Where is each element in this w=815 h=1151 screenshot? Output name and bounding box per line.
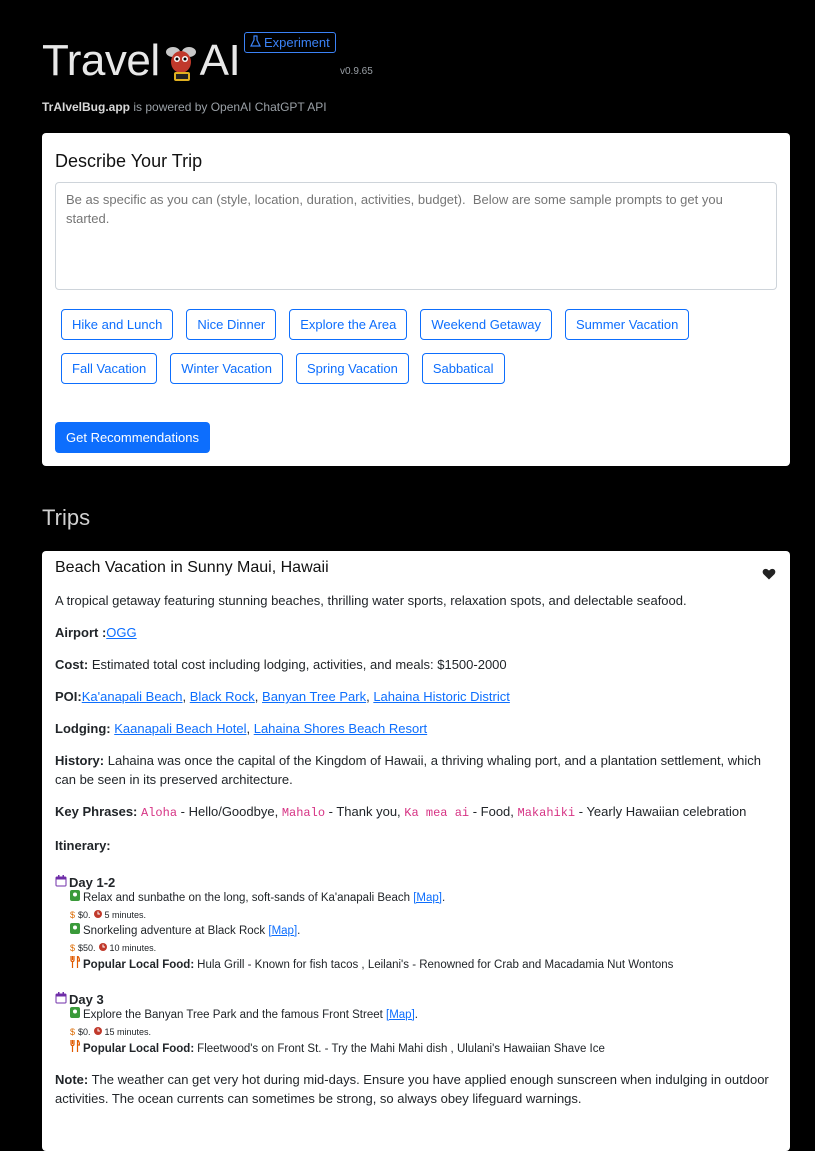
dollar-icon: $ (70, 1027, 76, 1037)
heart-icon[interactable] (762, 567, 776, 581)
itinerary-day (55, 875, 777, 974)
lodging-row: Lodging: Kaanapali Beach Hotel, Lahaina Shores Beach Resort (55, 721, 428, 736)
itinerary-day (55, 992, 777, 1058)
sample-fall-vacation-button[interactable]: Fall Vacation (61, 353, 157, 384)
poi-label: POI: (55, 689, 82, 704)
activity-text: Relax and sunbathe on the long, soft-sands of Ka'anapali Beach (83, 892, 414, 904)
day-title: Day 1-2 (69, 875, 116, 890)
food-text: Fleetwood's on Front St. - Try the Mahi Mahi dish , Ululani's Hawaiian Shave Ice (197, 1043, 605, 1055)
version: v0.9.65 (340, 66, 373, 77)
get-recommendations-button[interactable]: Get Recommendations (55, 422, 210, 453)
activity-cost: $50. (78, 943, 96, 953)
key-phrases-label: Key Phrases: (55, 804, 138, 819)
note-text: The weather can get very hot during mid-days. Ensure you have applied enough sunscreen when indulging in outdoor activities. The ocean currents can sometimes be strong, so always obey lifeguard warnings. (55, 1072, 769, 1106)
day-title: Day 3 (69, 992, 104, 1007)
trip-card (42, 551, 790, 1151)
cost-value: Estimated total cost including lodging, activities, and meals: $1500-2000 (88, 657, 507, 672)
sample-explore-the-area-button[interactable]: Explore the Area (289, 309, 407, 340)
phrase-meaning: - Hello/Goodbye, (177, 804, 282, 819)
poi-link[interactable]: Black Rock (189, 689, 255, 704)
clock-icon (94, 907, 102, 923)
experiment-label: Experiment (264, 35, 330, 50)
airport-link[interactable]: OGG (106, 625, 137, 640)
phrase-term: Ka mea ai (404, 806, 470, 820)
phrase-term: Mahalo (281, 806, 326, 820)
activity-time: 5 minutes. (104, 910, 147, 920)
activity-time: 10 minutes. (109, 943, 157, 953)
activity: Relax and sunbathe on the long, soft-sands of Ka'anapali Beach [Map]. (70, 890, 777, 907)
itinerary-label: Itinerary: (55, 838, 111, 853)
activity-text: Snorkeling adventure at Black Rock (83, 925, 269, 937)
key-phrases-row (55, 802, 777, 823)
trips-heading: Trips (42, 505, 91, 530)
sample-spring-vacation-button[interactable]: Spring Vacation (296, 353, 409, 384)
activity-meta (70, 940, 777, 956)
lodging-label: Lodging: (55, 721, 111, 736)
local-food (70, 956, 777, 974)
clock-icon (94, 1024, 102, 1040)
form-title: Describe Your Trip (55, 151, 203, 171)
dollar-icon: $ (70, 910, 76, 920)
experiment-badge (244, 32, 336, 53)
map-pin-icon (70, 1007, 80, 1024)
map-link[interactable]: [Map] (386, 1009, 415, 1021)
calendar-icon (55, 992, 67, 1007)
note-label: Note: (55, 1072, 89, 1087)
poi-row: POI:Ka'anapali Beach, Black Rock, Banyan Tree Park, Lahaina Historic District (55, 689, 510, 704)
map-link[interactable]: [Map] (268, 925, 298, 937)
history-row (55, 751, 777, 789)
map-pin-icon (70, 890, 80, 907)
sample-weekend-getaway-button[interactable]: Weekend Getaway (420, 309, 552, 340)
sample-nice-dinner-button[interactable]: Nice Dinner (186, 309, 276, 340)
brand-right: AI (199, 36, 241, 85)
lodging-link[interactable]: Lahaina Shores Beach Resort (253, 721, 428, 736)
airport-row (55, 623, 777, 642)
poi-link[interactable]: Ka'anapali Beach (81, 689, 183, 704)
flask-icon (250, 35, 261, 50)
trip-note (55, 1070, 777, 1108)
poi-link[interactable]: Lahaina Historic District (373, 689, 510, 704)
history-text: Lahaina was once the capital of the Kingdom of Hawaii, a thriving whaling port, and a plantation settlement, which can be seen in its preserved architecture. (55, 753, 762, 787)
powered-text: is powered by OpenAI ChatGPT API (130, 100, 327, 114)
phrase-term: Aloha (141, 806, 178, 820)
activity-meta (70, 907, 777, 923)
trip-description: A tropical getaway featuring stunning beaches, thrilling water sports, relaxation spots, and delectable seafood. (55, 593, 687, 608)
cost-row (55, 655, 777, 674)
trip-title: Beach Vacation in Sunny Maui, Hawaii (55, 559, 329, 576)
activity-time: 15 minutes. (104, 1027, 152, 1037)
lodging-link[interactable]: Kaanapali Beach Hotel (114, 721, 247, 736)
bug-logo-icon (164, 42, 198, 86)
phrase-term: Makahiki (517, 806, 576, 820)
dollar-icon: $ (70, 943, 76, 953)
activity-text: Explore the Banyan Tree Park and the famous Front Street (83, 1009, 386, 1021)
sample-prompts (61, 309, 761, 384)
trip-prompt-input[interactable] (55, 182, 777, 290)
powered-by (42, 100, 327, 114)
phrase-meaning: - Thank you, (325, 804, 405, 819)
local-food (70, 1040, 777, 1058)
sample-hike-and-lunch-button[interactable]: Hike and Lunch (61, 309, 173, 340)
food-label: Popular Local Food: (83, 959, 195, 971)
poi-link[interactable]: Banyan Tree Park (262, 689, 367, 704)
activity-cost: $0. (78, 1027, 91, 1037)
calendar-icon (55, 875, 67, 890)
history-label: History: (55, 753, 105, 768)
app-name: TrAIvelBug.app (42, 100, 131, 114)
utensils-icon (70, 1040, 80, 1058)
cost-label: Cost: (55, 657, 89, 672)
phrase-meaning: - Food, (469, 804, 518, 819)
activity: Snorkeling adventure at Black Rock [Map]. (70, 923, 777, 940)
trip-form (42, 133, 790, 466)
activity-cost: $0. (78, 910, 91, 920)
food-label: Popular Local Food: (83, 1043, 195, 1055)
sample-winter-vacation-button[interactable]: Winter Vacation (170, 353, 283, 384)
map-link[interactable]: [Map] (413, 892, 442, 904)
day-heading (55, 875, 777, 890)
logo[interactable] (42, 36, 240, 86)
phrase-meaning: - Yearly Hawaiian celebration (575, 804, 747, 819)
utensils-icon (70, 956, 80, 974)
sample-summer-vacation-button[interactable]: Summer Vacation (565, 309, 689, 340)
map-pin-icon (70, 923, 80, 940)
sample-sabbatical-button[interactable]: Sabbatical (422, 353, 505, 384)
day-heading (55, 992, 777, 1007)
activity: Explore the Banyan Tree Park and the famous Front Street [Map]. (70, 1007, 777, 1024)
airport-label: Airport : (55, 625, 107, 640)
clock-icon (99, 940, 107, 956)
header (0, 0, 815, 133)
food-text: Hula Grill - Known for fish tacos , Leilani's - Renowned for Crab and Macadamia Nut Wontons (197, 959, 674, 971)
activity-meta (70, 1024, 777, 1040)
brand-left: Travel (42, 36, 160, 85)
